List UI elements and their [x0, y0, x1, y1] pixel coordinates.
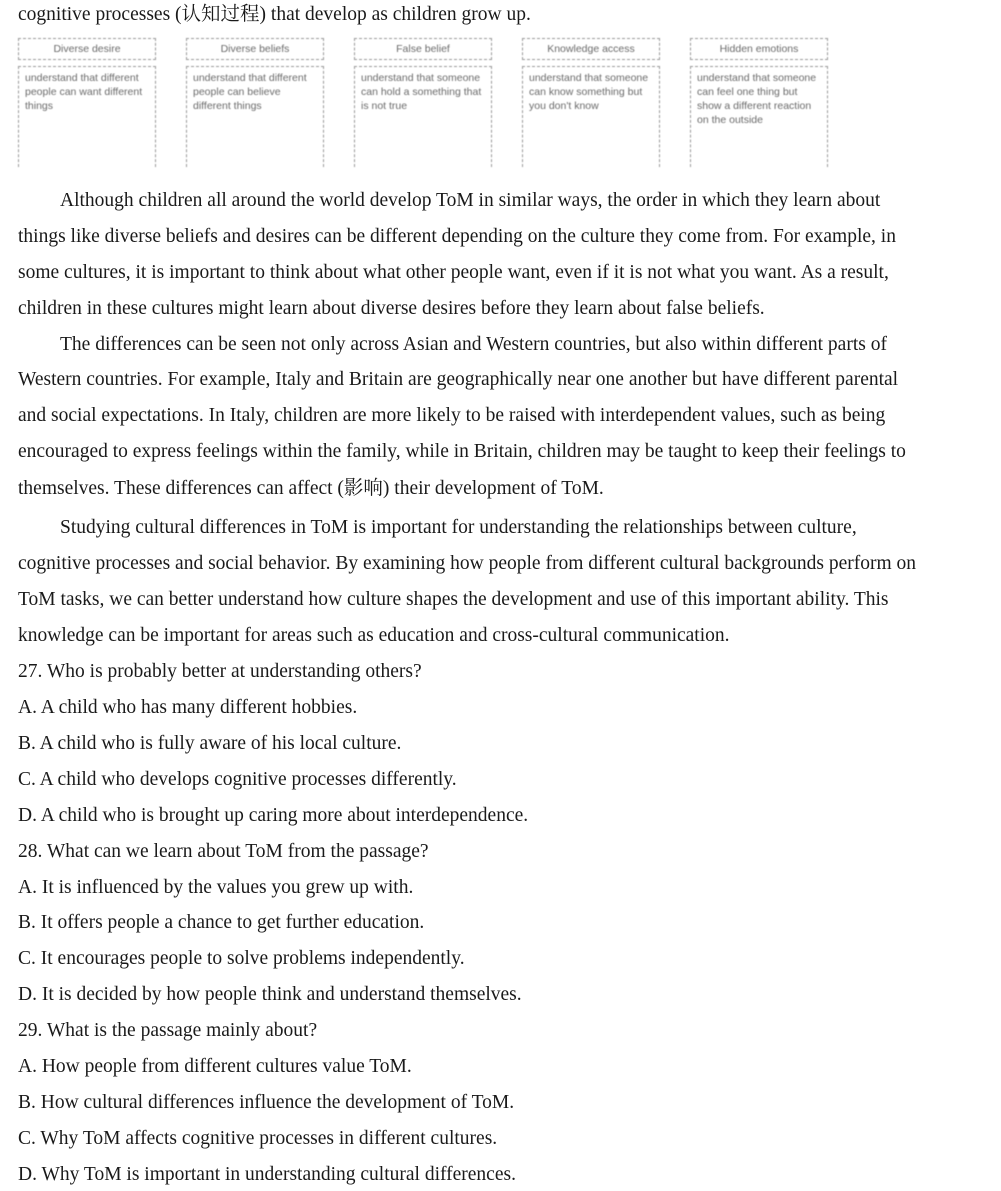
question-stem-29: 29. What is the passage mainly about?	[18, 1020, 318, 1041]
question-29-option-a: A. How people from different cultures value ToM.	[18, 1056, 412, 1077]
question-29-option-c: C. Why ToM affects cognitive processes in different cultures.	[18, 1128, 498, 1149]
tom-card-title: False belief	[354, 38, 492, 60]
tom-card-body: understand that someone can know something but you don't know	[522, 66, 660, 167]
tom-card-false-belief	[354, 38, 492, 167]
question-27-option-a: A. A child who has many different hobbies.	[18, 697, 358, 718]
question-27-option-c: C. A child who develops cognitive processes differently.	[18, 769, 457, 790]
question-27-option-d: D. A child who is brought up caring more about interdependence.	[18, 805, 529, 826]
paragraph-3-line: ToM tasks, we can better understand how culture shapes the development and use of this important ability. This	[18, 589, 889, 610]
tom-card-knowledge-access	[522, 38, 660, 167]
paragraph-2-line: themselves. These differences can affect (影响) their development of ToM.	[18, 478, 604, 499]
question-28-option-d: D. It is decided by how people think and understand themselves.	[18, 984, 522, 1005]
question-stem-28: 28. What can we learn about ToM from the passage?	[18, 841, 429, 862]
tom-card-title: Diverse desire	[18, 38, 156, 60]
paragraph-1-line: things like diverse beliefs and desires can be different depending on the culture they come from. For example, in	[18, 226, 896, 247]
question-29-option-b: B. How cultural differences influence the development of ToM.	[18, 1092, 515, 1113]
paragraph-3-line: cognitive processes and social behavior. By examining how people from different cultural backgrounds perform on	[18, 553, 917, 574]
paragraph-2-line: Western countries. For example, Italy and Britain are geographically near one another but have different parental	[18, 369, 899, 390]
tom-card-body: understand that different people can want different things	[18, 66, 156, 167]
tom-card-diverse-desire	[18, 38, 156, 167]
question-28-option-a: A. It is influenced by the values you grew up with.	[18, 877, 414, 898]
paragraph-3-line: knowledge can be important for areas such as education and cross-cultural communication.	[18, 625, 730, 646]
tom-card-diverse-beliefs	[186, 38, 324, 167]
tom-card-title: Hidden emotions	[690, 38, 828, 60]
paragraph-2-line: encouraged to express feelings within the family, while in Britain, children may be taught to keep their feelings to	[18, 441, 906, 462]
question-27-option-b: B. A child who is fully aware of his local culture.	[18, 733, 402, 754]
paragraph-1-line: Although children all around the world develop ToM in similar ways, the order in which they learn about	[60, 190, 881, 211]
intro-line: cognitive processes (认知过程) that develop as children grow up.	[18, 4, 531, 25]
question-29-option-d: D. Why ToM is important in understanding cultural differences.	[18, 1164, 516, 1185]
tom-card-body: understand that different people can believe different things	[186, 66, 324, 167]
question-stem-27: 27. Who is probably better at understanding others?	[18, 661, 422, 682]
tom-stages-diagram	[18, 38, 848, 178]
tom-card-body: understand that someone can feel one thing but show a different reaction on the outside	[690, 66, 828, 167]
paragraph-3-line: Studying cultural differences in ToM is important for understanding the relationships between culture,	[60, 517, 857, 538]
question-28-option-c: C. It encourages people to solve problems independently.	[18, 948, 465, 969]
paragraph-2-line: The differences can be seen not only across Asian and Western countries, but also within different parts of	[60, 334, 887, 355]
paragraph-2-line: and social expectations. In Italy, children are more likely to be raised with interdependent values, such as being	[18, 405, 886, 426]
question-28-option-b: B. It offers people a chance to get further education.	[18, 912, 425, 933]
tom-card-title: Diverse beliefs	[186, 38, 324, 60]
tom-card-body: understand that someone can hold a something that is not true	[354, 66, 492, 167]
tom-card-hidden-emotions	[690, 38, 828, 167]
tom-card-title: Knowledge access	[522, 38, 660, 60]
paragraph-1-line: some cultures, it is important to think about what other people want, even if it is not what you want. As a result,	[18, 262, 889, 283]
paragraph-1-line: children in these cultures might learn about diverse desires before they learn about false beliefs.	[18, 298, 765, 319]
